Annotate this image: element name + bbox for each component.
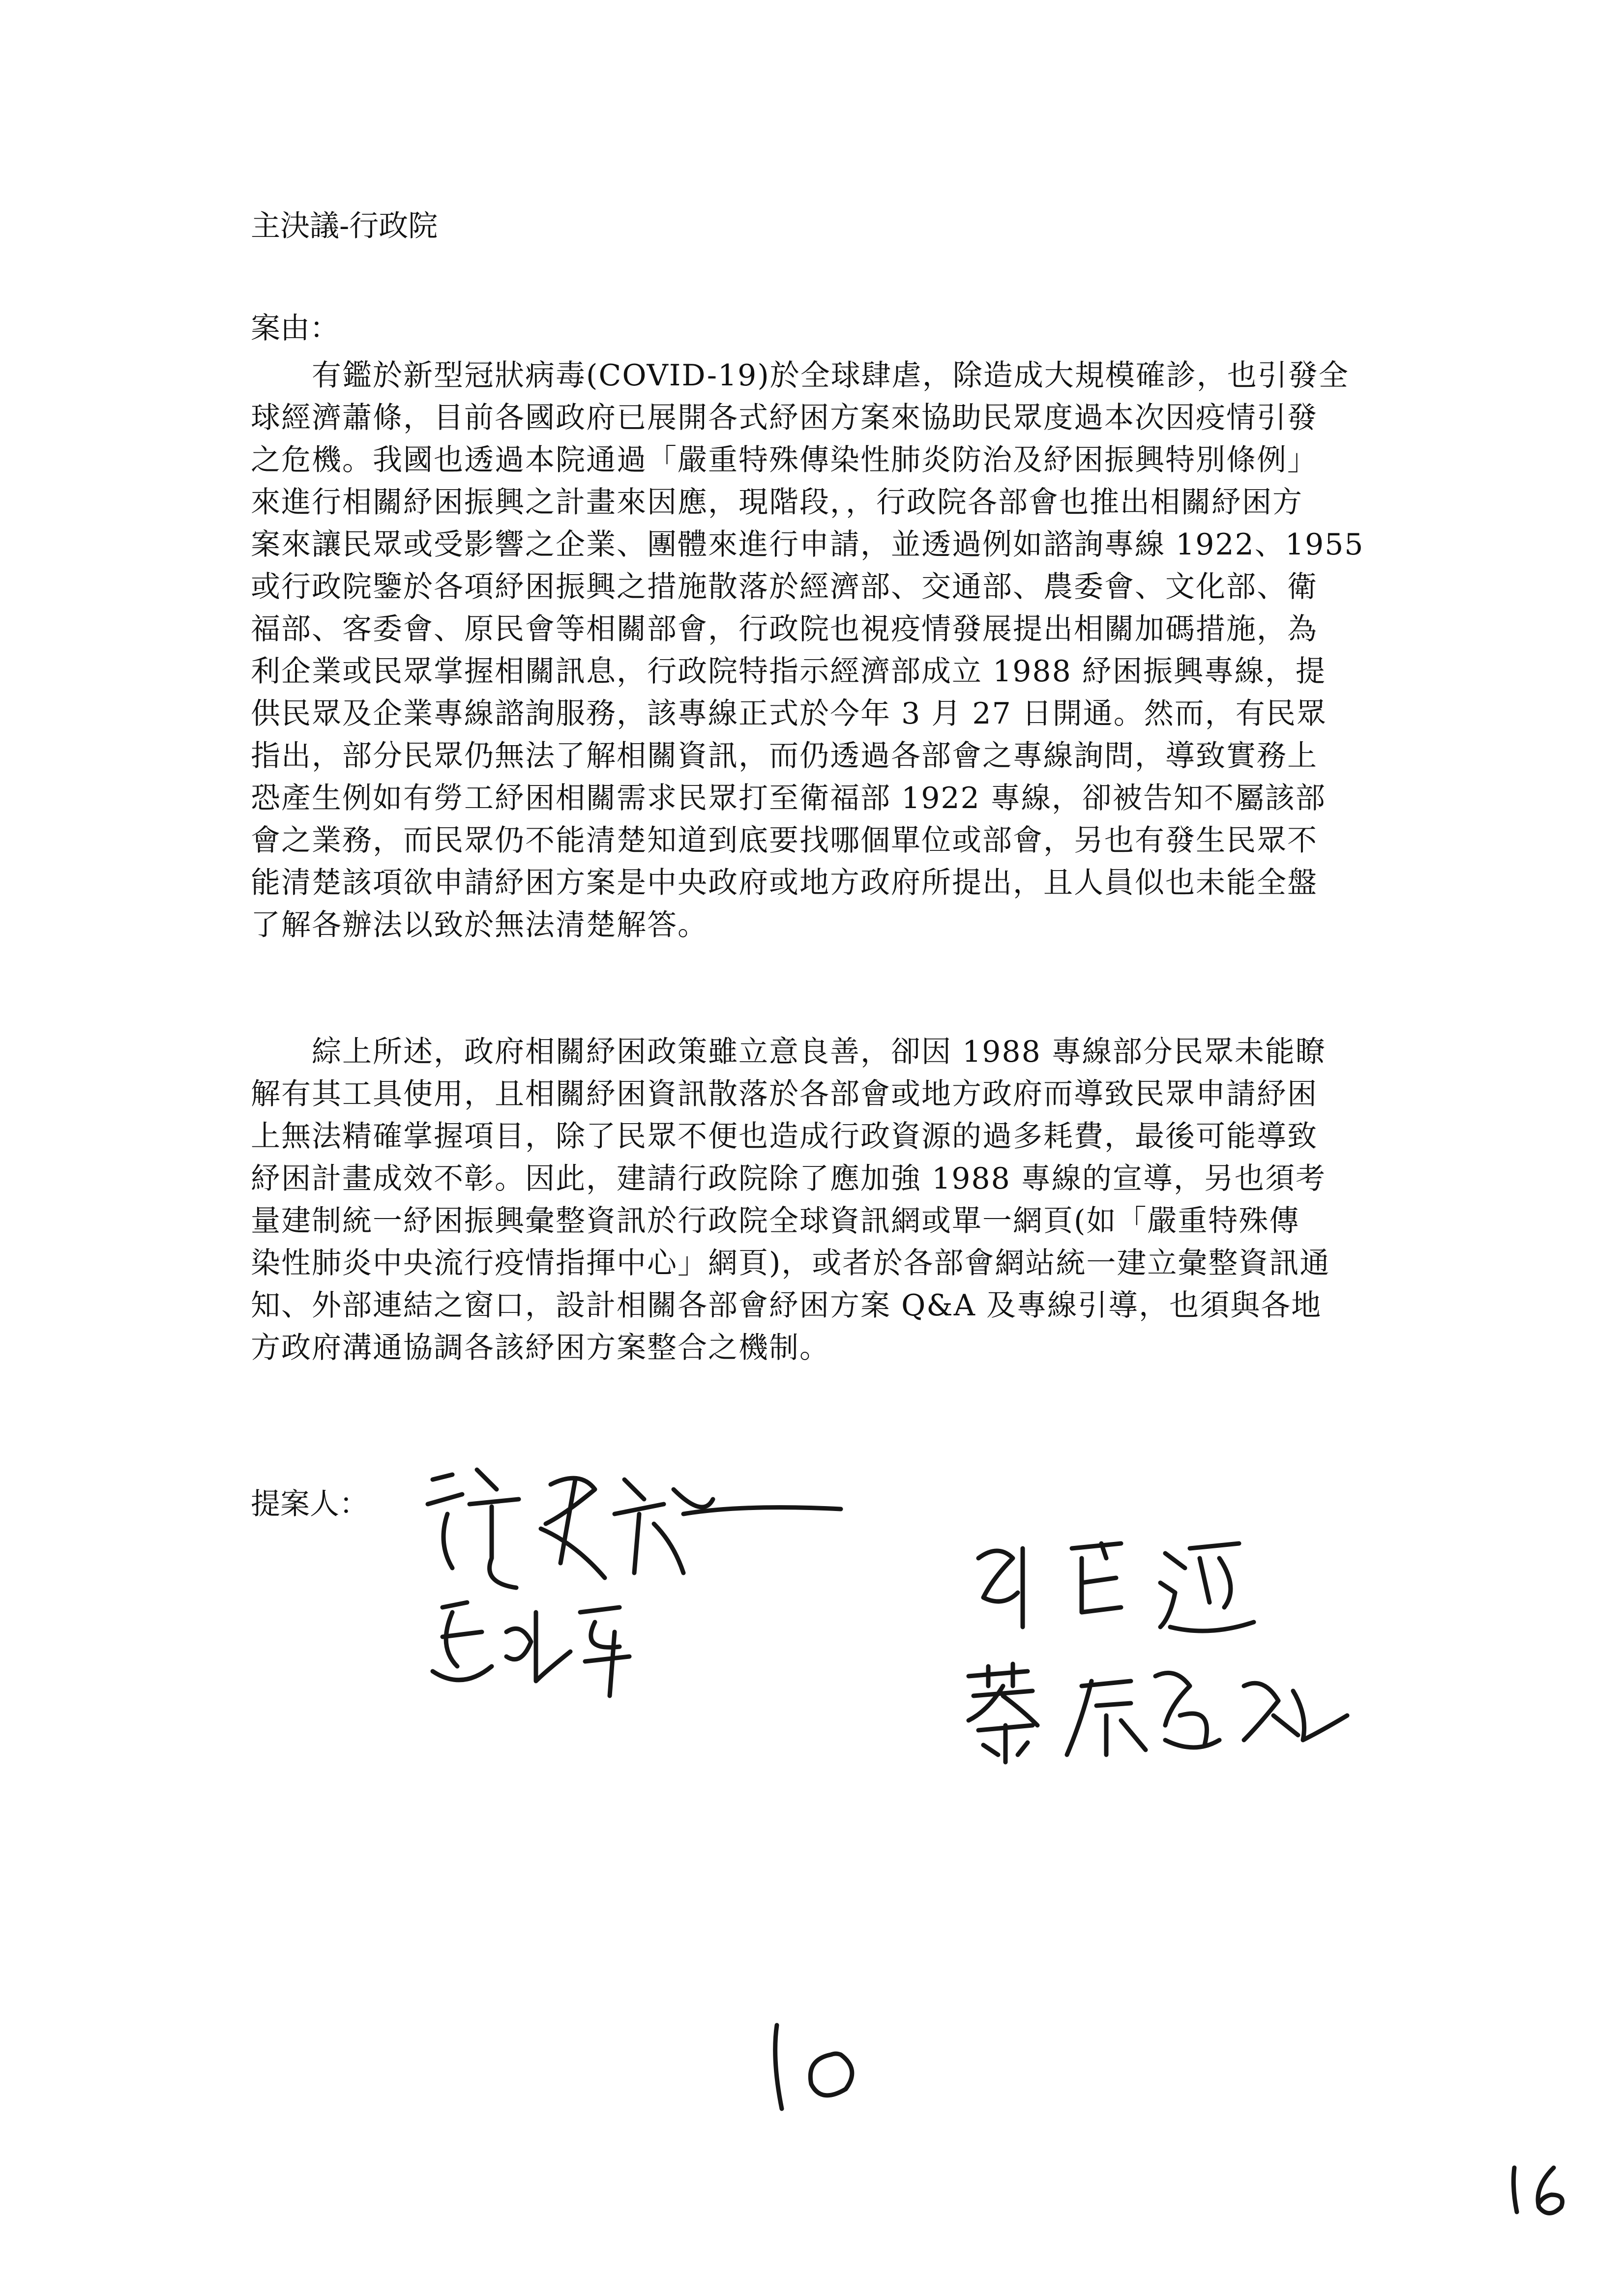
text-line: 利企業或民眾掌握相關訊息，行政院特指示經濟部成立 1988 紓困振興專線，提 [251,654,1326,689]
resolution-heading: 主決議-行政院 [251,209,438,243]
text-line: 量建制統一紓困振興彙整資訊於行政院全球資訊網或單一網頁(如「嚴重特殊傳 [251,1204,1300,1238]
signature-3 [964,1529,1269,1647]
text-line: 案來讓民眾或受影響之企業、團體來進行申請，並透過例如諮詢專線 1922、1955 [251,527,1364,562]
text-line: 會之業務，而民眾仍不能清楚知道到底要找哪個單位或部會，另也有發生民眾不 [251,823,1318,858]
text-line: 福部、客委會、原民會等相關部會，行政院也視疫情發展提出相關加碼措施，為 [251,612,1318,646]
text-line: 指出，部分民眾仍無法了解相關資訊，而仍透過各部會之專線詢問，導致實務上 [251,739,1318,773]
signature-2 [423,1593,679,1706]
proposer-label: 提案人： [251,1487,369,1521]
text-line: 有鑑於新型冠狀病毒(COVID-19)於全球肆虐，除造成大規模確診，也引發全 [251,358,1349,393]
text-line: 解有其工具使用，且相關紓困資訊散落於各部會或地方政府而導致民眾申請紓困 [251,1077,1318,1111]
text-line: 方政府溝通協調各該紓困方案整合之機制。 [251,1331,830,1365]
text-line: 能清楚該項欲申請紓困方案是中央政府或地方政府所提出，且人員似也未能全盤 [251,866,1318,900]
text-line: 之危機。我國也透過本院通過「嚴重特殊傳染性肺炎防治及紓困振興特別條例」 [251,443,1318,477]
handwritten-corner-number [1505,2158,1593,2222]
text-line: 紓困計畫成效不彰。因此，建請行政院除了應加強 1988 專線的宣導，另也須考 [251,1162,1326,1196]
text-line: 來進行相關紓困振興之計畫來因應，現階段，，行政院各部會也推出相關紓困方 [251,485,1303,520]
handwritten-page-number [757,2015,885,2123]
text-line: 球經濟蕭條，目前各國政府已展開各式紓困方案來協助民眾度過本次因疫情引發 [251,401,1318,435]
text-line: 知、外部連結之窗口，設計相關各部會紓困方案 Q&A 及專線引導，也須與各地 [251,1288,1322,1323]
text-line: 染性肺炎中央流行疫情指揮中心」網頁)，或者於各部會網站統一建立彙整資訊通 [251,1246,1330,1280]
text-line: 恐產生例如有勞工紓困相關需求民眾打至衛福部 1922 專線，卻被告知不屬該部 [251,781,1326,815]
text-line: 綜上所述，政府相關紓困政策雖立意良善，卻因 1988 專線部分民眾未能瞭 [251,1035,1326,1069]
signature-4 [959,1657,1352,1770]
text-line: 或行政院鑒於各項紓困振興之措施散落於經濟部、交通部、農委會、文化部、衛 [251,570,1318,604]
reason-label: 案由： [251,311,339,346]
signature-1 [418,1460,860,1598]
text-line: 了解各辦法以致於無法清楚解答。 [251,908,708,942]
text-line: 供民眾及企業專線諮詢服務，該專線正式於今年 3 月 27 日開通。然而，有民眾 [251,697,1327,731]
text-line: 上無法精確掌握項目，除了民眾不便也造成行政資源的過多耗費，最後可能導致 [251,1119,1318,1154]
